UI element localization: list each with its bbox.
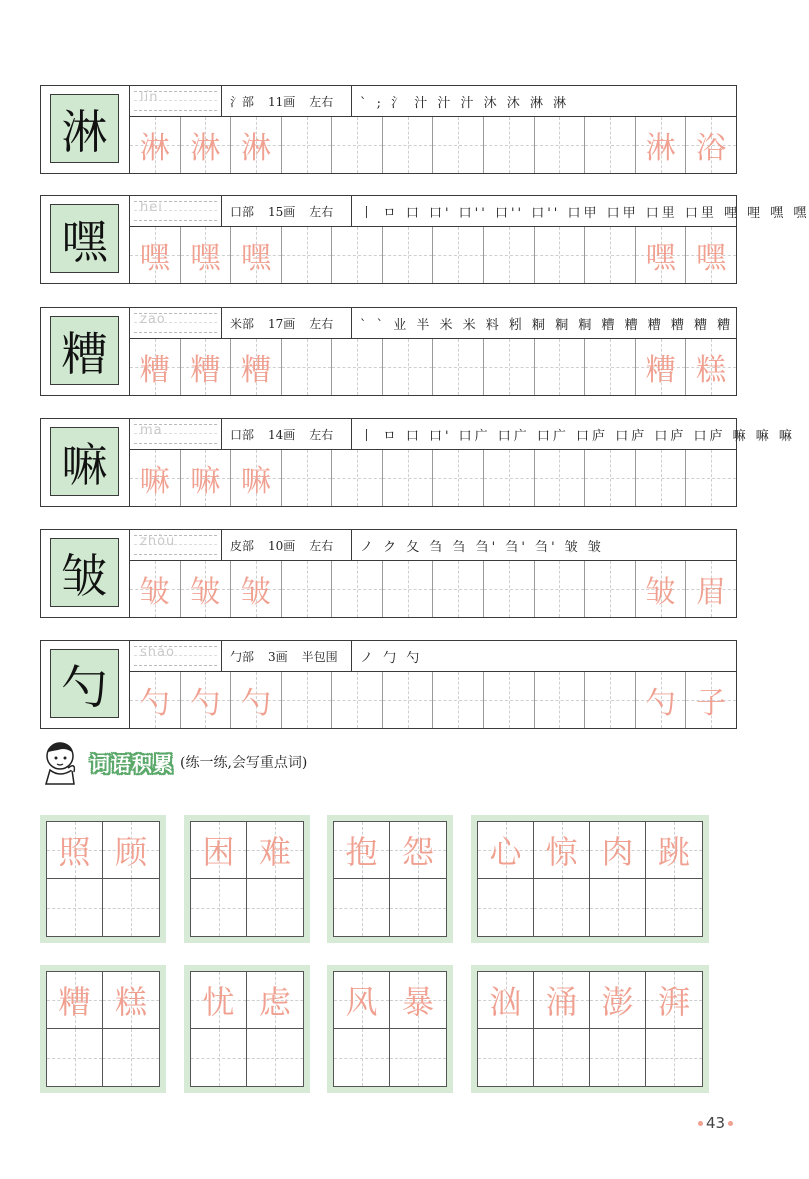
stroke-count: 17画 (268, 317, 296, 331)
pinyin-box (130, 308, 222, 339)
writing-cell[interactable]: 嘛 (181, 450, 232, 506)
structure: 半包围 (301, 650, 338, 664)
model-character: 嘛 (61, 437, 108, 492)
pinyin-text: sháo (140, 645, 175, 660)
writing-cell[interactable] (383, 561, 434, 617)
writing-cell[interactable] (484, 227, 535, 283)
stroke-count: 14画 (268, 428, 296, 442)
writing-grid (130, 450, 736, 506)
character-info (130, 196, 809, 227)
character-info (130, 86, 736, 117)
radical: 勹部 (230, 650, 255, 664)
writing-cell[interactable]: 皱 (231, 561, 282, 617)
structure: 左右 (309, 539, 334, 553)
character-meta (222, 86, 352, 117)
word-cell[interactable]: 难 (247, 822, 303, 879)
writing-cell[interactable] (433, 339, 484, 395)
pinyin-box (130, 530, 222, 561)
model-character: 糟 (61, 326, 108, 381)
writing-cell[interactable]: 嘛 (231, 450, 282, 506)
word-cell[interactable] (478, 1029, 534, 1086)
word-cell[interactable] (334, 1029, 390, 1086)
section-note: (练一练,会写重点词) (180, 755, 308, 771)
writing-cell[interactable]: 勺 (636, 672, 687, 728)
writing-grid (130, 672, 736, 728)
word-cell[interactable]: 糟 (47, 972, 103, 1029)
word-cell[interactable]: 困 (191, 822, 247, 879)
model-character: 皱 (61, 548, 108, 603)
word-cell[interactable]: 澎 (590, 972, 646, 1029)
writing-grid (130, 561, 736, 617)
character-row (40, 640, 737, 729)
pinyin-text: zhòu (140, 534, 176, 549)
character-meta (222, 419, 352, 450)
pinyin-box (130, 419, 222, 450)
word-box (327, 815, 453, 943)
dot-icon (728, 1121, 733, 1126)
word-box (471, 815, 709, 943)
writing-cell[interactable] (585, 227, 636, 283)
word-cell[interactable] (590, 879, 646, 936)
writing-cell[interactable] (585, 672, 636, 728)
word-cell[interactable]: 惊 (534, 822, 590, 879)
writing-cell[interactable]: 子 (686, 672, 736, 728)
writing-cell[interactable] (585, 339, 636, 395)
page-number-text: 43 (706, 1114, 726, 1132)
word-cell[interactable] (103, 879, 159, 936)
writing-cell[interactable]: 勺 (181, 672, 232, 728)
section-heading (40, 737, 307, 787)
word-cell[interactable]: 风 (334, 972, 390, 1029)
writing-cell[interactable] (484, 672, 535, 728)
word-box (40, 965, 166, 1093)
pinyin-box (130, 641, 222, 672)
stroke-order: ` ` 业 半 米 米 料 粌 粡 粡 粡 糟 糟 糟 糟 糟 糟 (360, 318, 734, 333)
writing-cell[interactable] (433, 227, 484, 283)
character-meta (222, 641, 352, 672)
writing-cell[interactable] (332, 339, 383, 395)
word-cell[interactable] (478, 879, 534, 936)
model-character: 嘿 (61, 214, 108, 269)
writing-cell[interactable] (484, 561, 535, 617)
writing-cell[interactable] (282, 117, 333, 173)
writing-cell[interactable] (535, 339, 586, 395)
structure: 左右 (309, 317, 334, 331)
pinyin-text: zāo (140, 312, 166, 327)
writing-cell[interactable] (282, 227, 333, 283)
stroke-count: 15画 (268, 205, 296, 219)
writing-cell[interactable]: 糟 (231, 339, 282, 395)
word-cell[interactable] (334, 879, 390, 936)
writing-cell[interactable] (282, 561, 333, 617)
model-character: 淋 (61, 104, 108, 159)
character-meta (222, 530, 352, 561)
word-box (327, 965, 453, 1093)
writing-cell[interactable]: 糕 (686, 339, 736, 395)
writing-cell[interactable] (484, 339, 535, 395)
writing-cell[interactable] (332, 450, 383, 506)
writing-cell[interactable]: 嘿 (636, 227, 687, 283)
word-cell[interactable]: 跳 (646, 822, 702, 879)
writing-cell[interactable] (383, 339, 434, 395)
character-row (40, 195, 809, 284)
radical: 米部 (230, 317, 255, 331)
character-row (40, 307, 737, 396)
pinyin-text: lín (140, 90, 159, 105)
writing-cell[interactable] (282, 339, 333, 395)
writing-cell[interactable]: 糟 (181, 339, 232, 395)
writing-cell[interactable]: 糟 (636, 339, 687, 395)
writing-cell[interactable] (535, 672, 586, 728)
character-info (130, 641, 736, 672)
writing-cell[interactable] (383, 227, 434, 283)
word-cell[interactable]: 汹 (478, 972, 534, 1029)
stroke-count: 3画 (268, 650, 288, 664)
word-cell[interactable]: 糕 (103, 972, 159, 1029)
pinyin-box (130, 86, 222, 117)
structure: 左右 (309, 95, 334, 109)
writing-cell[interactable] (433, 450, 484, 506)
writing-cell[interactable] (585, 561, 636, 617)
writing-cell[interactable]: 勺 (231, 672, 282, 728)
radical: 氵部 (230, 95, 255, 109)
stroke-order: ` ; 氵 汁 汁 汁 沐 沐 淋 淋 (360, 96, 570, 111)
stroke-order: 丨 ㅁ 口 口' 口'' 口'' 口'' 口甲 口甲 口里 口里 哩 哩 嘿 嘿 (360, 206, 809, 221)
model-character-box (41, 641, 130, 728)
writing-cell[interactable]: 嘿 (130, 227, 181, 283)
writing-cell[interactable] (636, 450, 687, 506)
writing-cell[interactable] (585, 450, 636, 506)
writing-cell[interactable]: 皱 (636, 561, 687, 617)
writing-cell[interactable] (282, 672, 333, 728)
writing-cell[interactable]: 眉 (686, 561, 736, 617)
writing-cell[interactable] (433, 672, 484, 728)
word-cell[interactable] (47, 1029, 103, 1086)
writing-cell[interactable] (484, 450, 535, 506)
writing-cell[interactable]: 淋 (130, 117, 181, 173)
word-cell[interactable]: 怨 (390, 822, 446, 879)
section-title: 词语积累 (90, 751, 174, 776)
writing-cell[interactable] (332, 561, 383, 617)
writing-cell[interactable]: 淋 (636, 117, 687, 173)
model-character-box (41, 86, 130, 173)
writing-cell[interactable] (383, 672, 434, 728)
writing-cell[interactable] (383, 450, 434, 506)
character-row (40, 85, 737, 174)
word-box (184, 815, 310, 943)
structure: 左右 (309, 428, 334, 442)
writing-cell[interactable] (433, 561, 484, 617)
writing-grid (130, 339, 736, 395)
word-cell[interactable] (191, 1029, 247, 1086)
writing-cell[interactable] (535, 561, 586, 617)
word-cell[interactable]: 忧 (191, 972, 247, 1029)
writing-grid (130, 227, 736, 283)
writing-cell[interactable]: 皱 (181, 561, 232, 617)
word-cell[interactable] (590, 1029, 646, 1086)
word-box (184, 965, 310, 1093)
character-info (130, 308, 736, 339)
writing-cell[interactable] (332, 672, 383, 728)
model-character-box (41, 308, 130, 395)
word-cell[interactable] (390, 879, 446, 936)
writing-cell[interactable] (282, 450, 333, 506)
writing-cell[interactable]: 嘿 (231, 227, 282, 283)
word-cell[interactable] (646, 1029, 702, 1086)
character-info (130, 419, 795, 450)
pinyin-text: hēi (140, 200, 163, 215)
word-cell[interactable] (646, 879, 702, 936)
stroke-order: 丨 ㅁ 口 口' 口广 口广 口广 口庐 口庐 口庐 口庐 嘛 嘛 嘛 (360, 429, 795, 444)
model-character-box (41, 196, 130, 283)
writing-cell[interactable]: 糟 (130, 339, 181, 395)
writing-cell[interactable] (484, 117, 535, 173)
writing-cell[interactable]: 皱 (130, 561, 181, 617)
word-cell[interactable]: 抱 (334, 822, 390, 879)
pinyin-text: ma (140, 423, 163, 438)
model-character-box (41, 419, 130, 506)
writing-cell[interactable] (535, 117, 586, 173)
writing-cell[interactable]: 嘿 (686, 227, 736, 283)
writing-cell[interactable] (535, 450, 586, 506)
writing-cell[interactable]: 浴 (686, 117, 736, 173)
writing-grid (130, 117, 736, 173)
page-number (698, 1114, 733, 1132)
radical: 皮部 (230, 539, 255, 553)
character-info (130, 530, 736, 561)
word-cell[interactable] (390, 1029, 446, 1086)
writing-cell[interactable] (383, 117, 434, 173)
writing-cell[interactable] (585, 117, 636, 173)
writing-cell[interactable]: 淋 (181, 117, 232, 173)
radical: 口部 (230, 205, 255, 219)
model-character-box (41, 530, 130, 617)
writing-cell[interactable]: 淋 (231, 117, 282, 173)
stroke-order: ノ ク 夂 刍 刍 刍' 刍' 刍' 皱 皱 (360, 540, 604, 555)
word-cell[interactable] (534, 1029, 590, 1086)
character-row (40, 418, 795, 507)
writing-cell[interactable] (686, 450, 736, 506)
character-meta (222, 308, 352, 339)
writing-cell[interactable]: 勺 (130, 672, 181, 728)
writing-cell[interactable]: 嘛 (130, 450, 181, 506)
character-row (40, 529, 737, 618)
word-cell[interactable] (103, 1029, 159, 1086)
writing-cell[interactable] (535, 227, 586, 283)
word-cell[interactable]: 暴 (390, 972, 446, 1029)
radical: 口部 (230, 428, 255, 442)
writing-cell[interactable] (332, 117, 383, 173)
writing-cell[interactable]: 嘿 (181, 227, 232, 283)
word-box (40, 815, 166, 943)
reading-boy-icon (40, 738, 86, 786)
pinyin-box (130, 196, 222, 227)
stroke-order: ノ 勹 勺 (360, 651, 423, 666)
word-cell[interactable] (47, 879, 103, 936)
word-cell[interactable]: 肉 (590, 822, 646, 879)
stroke-count: 10画 (268, 539, 296, 553)
word-cell[interactable] (191, 879, 247, 936)
character-meta (222, 196, 352, 227)
word-cell[interactable]: 心 (478, 822, 534, 879)
structure: 左右 (309, 205, 334, 219)
word-box (471, 965, 709, 1093)
word-cell[interactable]: 顾 (103, 822, 159, 879)
writing-cell[interactable] (332, 227, 383, 283)
word-cell[interactable]: 虑 (247, 972, 303, 1029)
writing-cell[interactable] (433, 117, 484, 173)
stroke-count: 11画 (268, 95, 296, 109)
word-cell[interactable]: 照 (47, 822, 103, 879)
word-cell[interactable] (247, 879, 303, 936)
word-cell[interactable]: 湃 (646, 972, 702, 1029)
dot-icon (698, 1121, 703, 1126)
word-cell[interactable] (247, 1029, 303, 1086)
word-cell[interactable]: 涌 (534, 972, 590, 1029)
word-cell[interactable] (534, 879, 590, 936)
model-character: 勺 (61, 659, 108, 714)
